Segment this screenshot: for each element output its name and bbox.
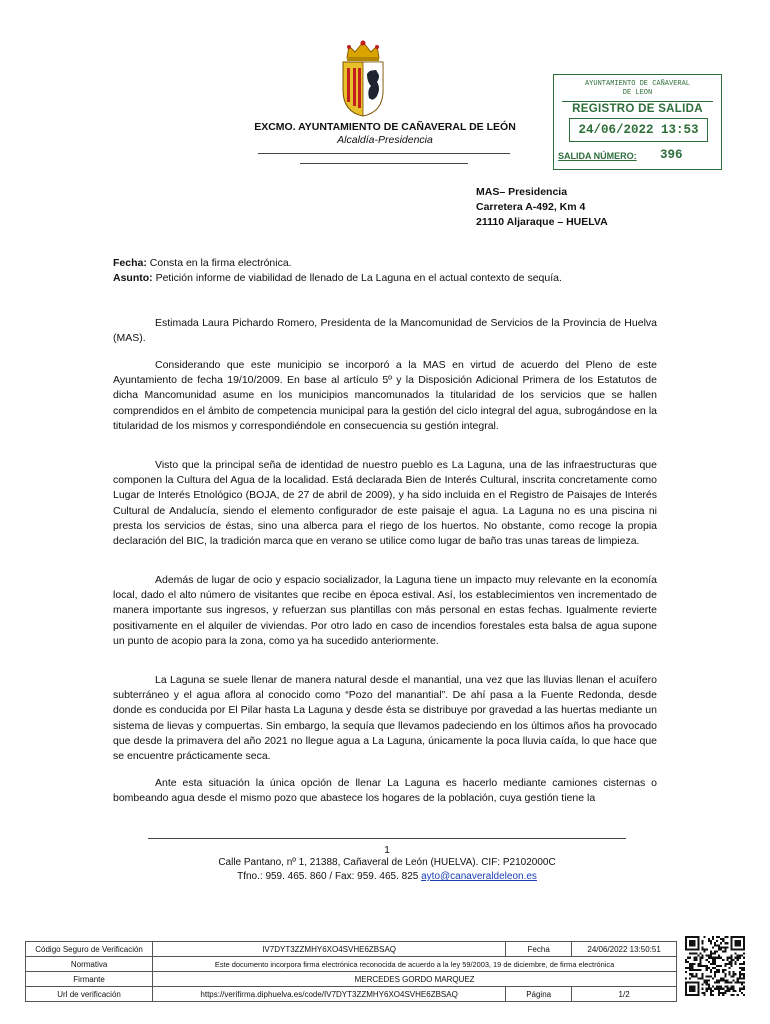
asunto-label: Asunto: [113, 272, 153, 284]
body-paragraph: Visto que la principal seña de identidad de nuestro pueblo es La Laguna, una de las infraestructuras que componen la Cultura del Agua de la localidad. Está declarada Bien de Interés Cultural, inscrita concretamente como Lugar de Interés Etnológico (BOJA, de 27 de abril de 2009), y ha sido incluida en el Registro de Paisajes de Interés Cultural de Andalucía, siendo el elemento configurador de este paisaje el agua. La Laguna no es una piscina ni presta los servicios de éstas, sino una alberca para el riego de los huertos. No obstante, como recoge la propia declaración del BIC, la tradición marca que en verano se utilice como lugar de baño tras unas tareas de limpieza. [113, 459, 657, 548]
fecha-line [113, 257, 292, 269]
stamp-org-line: AYUNTAMIENTO DE CAÑAVERAL [584, 80, 691, 88]
firmante-value: MERCEDES GORDO MARQUEZ [153, 972, 677, 987]
footer-divider [148, 838, 626, 839]
stamp-datetime: 24/06/2022 13:53 [569, 118, 708, 142]
stamp-number-value: 396 [660, 148, 683, 162]
pagina-value: 1/2 [572, 987, 677, 1002]
header-divider [258, 153, 510, 154]
firmante-label: Firmante [26, 972, 153, 987]
page-number: 1 [384, 845, 390, 856]
table-row [26, 987, 677, 1002]
pagina-label: Página [506, 987, 572, 1002]
fecha-label: Fecha [506, 942, 572, 957]
table-row [26, 972, 677, 987]
footer-email-link[interactable]: ayto@canaveraldeleon.es [421, 871, 537, 882]
body-paragraph: Estimada Laura Pichardo Romero, Presidenta de la Mancomunidad de Servicios de la Provincia de Huelva (MAS). [113, 317, 657, 345]
stamp-title: REGISTRO DE SALIDA [572, 103, 703, 115]
table-row [26, 942, 677, 957]
stamp-organization [554, 80, 721, 98]
organization-subtitle: Alcaldía-Presidencia [337, 134, 433, 146]
stamp-number-label: SALIDA NÚMERO: [558, 151, 637, 161]
stamp-org-line: DE LEON [622, 89, 653, 97]
body-paragraph: Además de lugar de ocio y espacio socializador, la Laguna tiene un impacto muy relevante en la economía local, dado el alto número de visitantes que recibe en época estival. Así, los establecimientos ven incrementado de manera importante sus ingresos, y refuerzan sus plantillas con más personal en estas fechas. Igualmente revierte positivamente en el alquiler de viviendas. Por otro lado en caso de incendios forestales esta balsa de agua supone un punto de acopio para la zona, como ya ha sucedido anteriormente. [113, 574, 657, 647]
body-paragraph: La Laguna se suele llenar de manera natural desde el manantial, una vez que las lluvias llenan el acuífero subterráneo y el agua aflora al conocido como “Pozo del manantial”. De ahí pasa a la Fuente Redonda, desde donde es conducida por El Pilar hasta La Laguna y desde ésta se distribuye por gravedad a las huertas mediante un sistema de lievas y compuertas. Sin embargo, la sequía que llevamos padeciendo en los últimos años ha provocado que desde la primavera del año 2021 no llegue agua a La Laguna, únicamente la poca lluvia caída, lo que hace que se encuentre prácticamente seca. [113, 674, 657, 763]
coat-of-arms-icon [337, 38, 389, 118]
footer-address: Calle Pantano, nº 1, 21388, Cañaveral de León (HUELVA). CIF: P2102000C [218, 857, 556, 868]
footer-contact [148, 871, 626, 882]
fecha-value: Consta en la firma electrónica. [149, 257, 292, 269]
footer-phones: Tfno.: 959. 465. 860 / Fax: 959. 465. 825 [237, 871, 419, 882]
table-row [26, 957, 677, 972]
body-paragraph: Ante esta situación la única opción de llenar La Laguna es hacerlo mediante camiones cisternas o bombeando agua desde el mismo pozo que abastece los hogares de la población, cuya gestión tiene la [113, 777, 657, 805]
url-label: Url de verificación [26, 987, 153, 1002]
normativa-value: Este documento incorpora firma electrónica reconocida de acuerdo a la ley 59/2003, 19 de diciembre, de firma electrónica [153, 957, 677, 972]
csv-label: Código Seguro de Verificación [26, 942, 153, 957]
csv-value: IV7DYT3ZZMHY6XO4SVHE6ZBSAQ [153, 942, 506, 957]
body-paragraph: Considerando que este municipio se incorporó a la MAS en virtud de acuerdo del Pleno de este Ayuntamiento de fecha 19/10/2009. En base al artículo 5º y la Disposición Adicional Primera de los Estatutos de dicha Mancomunidad asume en los municipios mancomunados la titularidad de los servicios que se hallen comprendidos en el ámbito de competencia municipal para la gestión del ciclo integral del agua, subrogándose en la titularidad de los mismos y correspondiéndole en consecuencia su gestión integral. [113, 359, 657, 432]
asunto-line [113, 272, 562, 284]
recipient-address [476, 185, 608, 230]
qr-code-icon [685, 936, 745, 996]
asunto-value: Petición informe de viabilidad de llenado de La Laguna en el actual contexto de sequía. [155, 272, 562, 284]
url-value[interactable]: https://verifirma.diphuelva.es/code/IV7DYT3ZZMHY6XO4SVHE6ZBSAQ [153, 987, 506, 1002]
recipient-line: Carretera A-492, Km 4 [476, 201, 586, 213]
header-divider [300, 163, 468, 164]
recipient-line: 21110 Aljaraque – HUELVA [476, 216, 608, 228]
fecha-value: 24/06/2022 13:50:51 [572, 942, 677, 957]
stamp-divider [562, 101, 713, 102]
recipient-line: MAS– Presidencia [476, 186, 568, 198]
fecha-label: Fecha: [113, 257, 147, 269]
registry-stamp [553, 74, 722, 170]
normativa-label: Normativa [26, 957, 153, 972]
verification-table [25, 941, 677, 1002]
organization-title: EXCMO. AYUNTAMIENTO DE CAÑAVERAL DE LEÓN [254, 121, 516, 133]
